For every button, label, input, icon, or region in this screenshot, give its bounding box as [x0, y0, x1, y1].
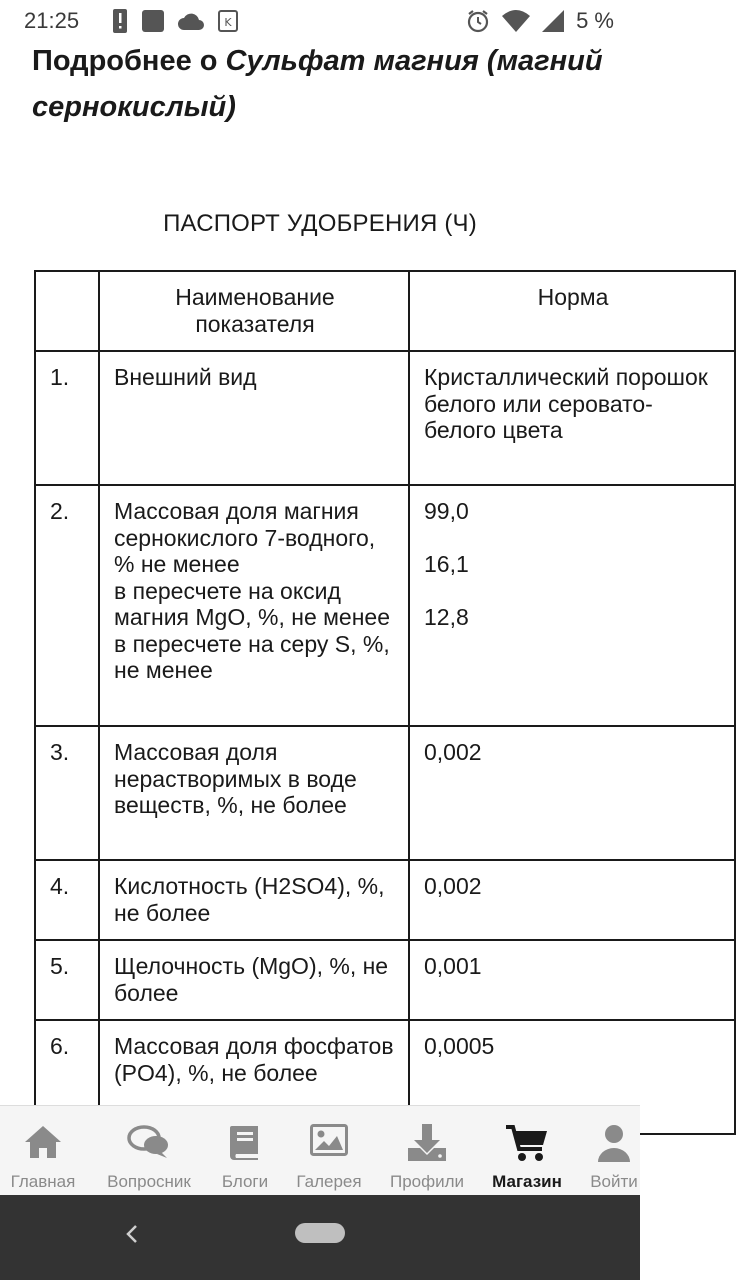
- nav-label-login: Войти: [590, 1172, 638, 1191]
- nav-label-shop: Магазин: [492, 1172, 562, 1191]
- nav-item-login[interactable]: [564, 1106, 664, 1196]
- nav-item-home[interactable]: [0, 1106, 93, 1196]
- nav-label-gallery: Галерея: [296, 1172, 362, 1191]
- table-row: [35, 485, 735, 726]
- wifi-icon: [502, 10, 530, 32]
- page-title: [32, 38, 632, 130]
- status-notification-icons: [112, 9, 238, 33]
- row-name: Массовая доля фосфатов (PO4), %, не более: [99, 1020, 409, 1134]
- system-navigation-bar: [0, 1195, 640, 1280]
- signal-icon: [542, 10, 564, 32]
- row-num: 6.: [35, 1020, 99, 1134]
- svg-text:K: K: [224, 16, 232, 29]
- table-row: [35, 860, 735, 940]
- status-system-icons: [466, 8, 614, 34]
- row-name: Щелочность (MgO), %, не более: [99, 940, 409, 1020]
- row-name: Внешний вид: [99, 351, 409, 485]
- status-bar: [0, 0, 640, 40]
- row-norm: Кристаллический порошок белого или серовато-белого цвета: [409, 351, 735, 485]
- page-title-prefix: Подробнее о: [32, 45, 226, 77]
- row-num: 4.: [35, 860, 99, 940]
- nav-label-blogs: Блоги: [221, 1172, 269, 1191]
- cloud-icon: [178, 12, 204, 30]
- app-icon: [218, 10, 238, 32]
- table-row: [35, 351, 735, 485]
- header-name: Наименование показателя: [99, 271, 409, 351]
- row-name: Массовая доля магния сернокислого 7-водного, % не менее в пересчете на оксид магния MgO, %, не менее в пересчете на серу S, %, не менее: [99, 485, 409, 726]
- row-norm: 0,002: [409, 860, 735, 940]
- row-num: 3.: [35, 726, 99, 860]
- home-pill[interactable]: [295, 1223, 345, 1243]
- download-icon: [407, 1124, 447, 1162]
- bottom-navigation: [0, 1105, 640, 1196]
- battery-level: 5 %: [576, 8, 614, 33]
- row-norm: 99,0 16,1 12,8: [409, 485, 735, 726]
- nav-item-questions[interactable]: [99, 1106, 199, 1196]
- status-time: 21:25: [24, 8, 80, 33]
- row-name: Массовая доля нерастворимых в воде веществ, %, не более: [99, 726, 409, 860]
- row-num: 1.: [35, 351, 99, 485]
- section-caption: ПАСПОРТ УДОБРЕНИЯ (Ч): [163, 210, 477, 237]
- row-norm: 0,001: [409, 940, 735, 1020]
- alarm-icon: [466, 9, 490, 33]
- nav-label-profiles: Профили: [389, 1172, 465, 1191]
- header-num: [35, 271, 99, 351]
- row-name: Кислотность (H2SO4), %, не более: [99, 860, 409, 940]
- row-norm: 0,0005: [409, 1020, 735, 1134]
- row-num: 2.: [35, 485, 99, 726]
- user-icon: [596, 1124, 632, 1162]
- table-row: [35, 726, 735, 860]
- cart-icon: [505, 1124, 549, 1162]
- table-row: [35, 940, 735, 1020]
- nav-label-home: Главная: [10, 1172, 76, 1191]
- nav-item-shop[interactable]: [477, 1106, 577, 1196]
- passport-table-container[interactable]: [34, 270, 708, 1105]
- table-header-row: [35, 271, 735, 351]
- alert-icon: [112, 9, 128, 33]
- nav-item-profiles[interactable]: [377, 1106, 477, 1196]
- row-norm: 0,002: [409, 726, 735, 860]
- chat-bubbles-icon: [127, 1124, 171, 1160]
- row-num: 5.: [35, 940, 99, 1020]
- home-icon: [23, 1124, 63, 1160]
- book-icon: [228, 1124, 262, 1160]
- passport-table: [34, 270, 736, 1135]
- chevron-left-icon[interactable]: [118, 1219, 148, 1249]
- picture-icon: [310, 1124, 348, 1156]
- header-norm: Норма: [409, 271, 735, 351]
- nav-label-questions: Вопросник: [107, 1172, 191, 1191]
- nav-item-gallery[interactable]: [279, 1106, 379, 1196]
- image-icon: [142, 10, 164, 32]
- page-title-product: Сульфат магния (магний сернокислый): [32, 45, 603, 123]
